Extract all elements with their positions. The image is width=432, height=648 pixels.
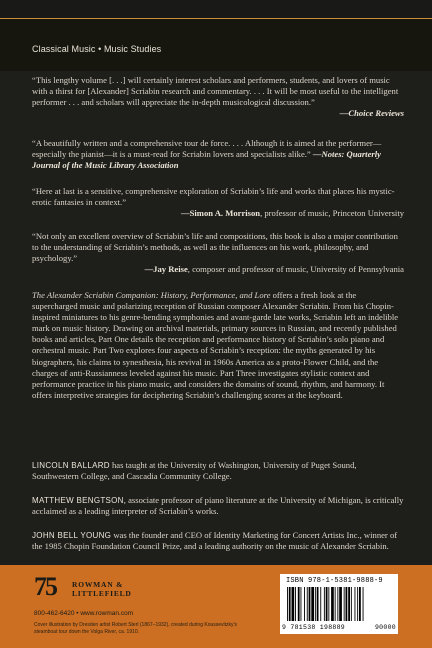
description-text: offers a fresh look at the supercharged music and polarizing reception of Russian composer Alexander Scriabin. From his Chopin-inspired miniatures to his genre-bending symphonies and avant-garde late works, Scriabin left an indelible mark on music history. Drawing on archival materials, primary sources in Russian, and recently published books and articles, Part One details the reception and performance history of Scriabin’s solo piano and orchestral music. Part Two explores four aspects of Scriabin’s reception: the myths generated by his biographers, his claims to synesthesia, his revival in 1960s America as a proto-Flower Child, and the charges of anti-Russianness leveled against his music. Part Three investigates stylistic context and performance practice in his piano music, and considers the domains of sound, rhythm, and harmony. It offers interpretive strategies for deciphering Scriabin’s challenging scores at the keyboard. [32, 290, 399, 400]
author-bio: has taught at the University of Washington, University of Puget Sound, Southwestern College, and Cascadia Community College. [32, 460, 357, 482]
barcode-digits: 9 781538 198889 [282, 624, 346, 631]
publisher-name [72, 580, 132, 598]
cover-credit: Cover illustration by Dresden artist Robert Sterl (1867–1932), created during Koussevitzky’s steamboat tour down the Volga River, ca. 1910. [34, 622, 238, 635]
quote-source-detail: , professor of music, Princeton University [260, 208, 404, 219]
author-name: JOHN BELL YOUNG [32, 531, 112, 540]
isbn: ISBN 978-1-5381-9888-9 [286, 577, 383, 585]
author-name: LINCOLN BALLARD [32, 461, 110, 470]
author-bio: , associate professor of piano literature at the University of Michigan, is critically acclaimed as a leading interpreter of Scriabin’s works. [32, 495, 404, 517]
author-bio: was the founder and CEO of Identity Marketing for Concert Artists Inc., winner of the 1985 Chopin Foundation Council Prize, and a leading authority on the music of Alexander Scriabin. [32, 530, 398, 552]
publisher-contact: 800-462-6420 • www.rowman.com [34, 610, 134, 617]
barcode-box [280, 574, 398, 634]
quote-4 [32, 231, 404, 275]
quote-text: “A beautifully written and a comprehensive tour de force. . . . Although it is aimed at the performer—especially the pianist—it is a must-read for Scriabin lovers and specialists alike.” [32, 138, 382, 160]
quote-3 [32, 186, 404, 219]
publisher-logo-mark: 75 [34, 572, 56, 601]
quote-1 [32, 75, 404, 119]
author-name: MATTHEW BENGTSON [32, 496, 124, 505]
quote-source-detail: , composer and professor of music, University of Pennsylvania [187, 264, 404, 275]
quote-text: “This lengthy volume [. . .] will certainly interest scholars and performers, students, and lovers of music with a thirst for [Alexander] Scriabin research and commentary. . . . It will be most useful to the intelligent performer . . . and scholars will appreciate the in-depth musicological discussion.” [32, 75, 399, 108]
quote-text: “Here at last is a sensitive, comprehensive exploration of Scriabin’s life and works that places his mystic-erotic fantasies in context.” [32, 186, 395, 208]
quote-text: “Not only an excellent overview of Scriabin’s life and compositions, this book is also a major contribution to the understanding of Scriabin’s methods, as well as the influences on his work, philosophy, and psychology.” [32, 231, 398, 264]
quote-source: —Choice Reviews [339, 108, 404, 119]
quote-source-name: —Jay Reise [144, 264, 188, 275]
book-description [32, 290, 404, 401]
isbn-line [286, 577, 394, 585]
quote-source: —Notes: Quarterly Journal of the Music Library Association [32, 149, 381, 171]
book-title: The Alexander Scriabin Companion: History, Performance, and Lore [32, 290, 271, 300]
price-code: 90000 [374, 624, 396, 631]
publisher-name-line-1: ROWMAN & [72, 580, 124, 589]
publisher-logo [34, 574, 169, 606]
author-bio-1 [32, 460, 404, 482]
top-strip [0, 0, 432, 18]
barcode-digits-line [282, 624, 396, 631]
author-bio-2 [32, 495, 404, 517]
publisher-name-line-2: LITTLEFIELD [72, 589, 132, 598]
quote-source-name: —Simon A. Morrison [181, 208, 261, 219]
barcode-icon [285, 587, 393, 623]
quote-2 [32, 138, 404, 171]
author-bio-3 [32, 530, 404, 552]
category-label: Classical Music • Music Studies [32, 44, 162, 54]
